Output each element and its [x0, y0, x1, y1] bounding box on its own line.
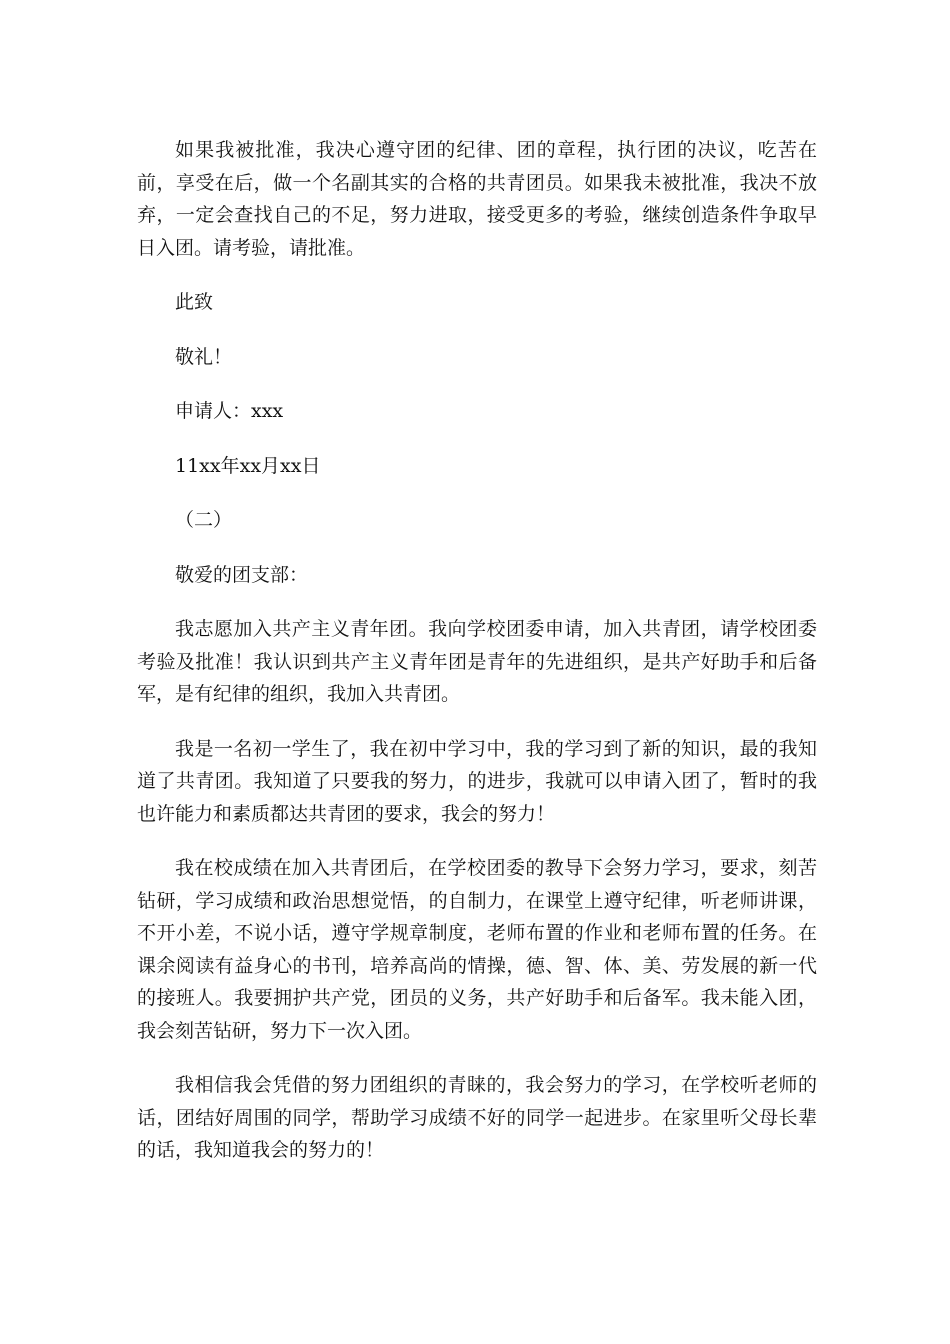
paragraph-intent: 我志愿加入共产主义青年团。我向学校团委申请，加入共青团，请学校团委考验及批准！我认识到共产主义青年团是青年的先进组织，是共产好助手和后备军，是有纪律的组织，我加入共青团。 [137, 618, 817, 705]
applicant-signature: 申请人：xxx [175, 400, 284, 422]
paragraph-commitment: 我在校成绩在加入共青团后，在学校团委的教导下会努力学习，要求，刻苦钻研，学习成绩和政治思想觉悟，的自制力，在课堂上遵守纪律，听老师讲课，不开小差，不说小话，遵守学规章制度，老师布置的作业和老师布置的任务。在课余阅读有益身心的书刊，培养高尚的情操，德、智、体、美、劳发展的新一代的接班人。我要拥护共产党，团员的义务，共产好助手和后备军。我未能入团，我会刻苦钻研，努力下一次入团。 [137, 857, 817, 1042]
paragraph-conclusion: 我相信我会凭借的努力团组织的青睐的，我会努力的学习，在学校听老师的话，团结好周围的同学，帮助学习成绩不好的同学一起进步。在家里听父母长辈的话，我知道我会的努力的！ [137, 1074, 817, 1161]
paragraph-background: 我是一名初一学生了，我在初中学习中，我的学习到了新的知识，最的我知道了共青团。我知道了只要我的努力，的进步，我就可以申请入团了，暂时的我也许能力和素质都达共青团的要求，我会的努力！ [137, 737, 817, 825]
letter-greeting: 敬爱的团支部： [175, 563, 309, 586]
document-body [137, 134, 817, 1189]
paragraph-pledge: 如果我被批准，我决心遵守团的纪律、团的章程，执行团的决议，吃苦在前，享受在后，做一个名副其实的合格的共青团员。如果我未被批准，我决不放弃，一定会查找自己的不足，努力进取，接受更多的考验，继续创造条件争取早日入团。请考验，请批准。 [137, 139, 817, 259]
closing-regards: 敬礼！ [175, 345, 233, 368]
closing-salutation: 此致 [175, 291, 214, 313]
section-heading: （二） [175, 509, 233, 531]
application-date: 11xx年xx月xx日 [175, 454, 321, 477]
